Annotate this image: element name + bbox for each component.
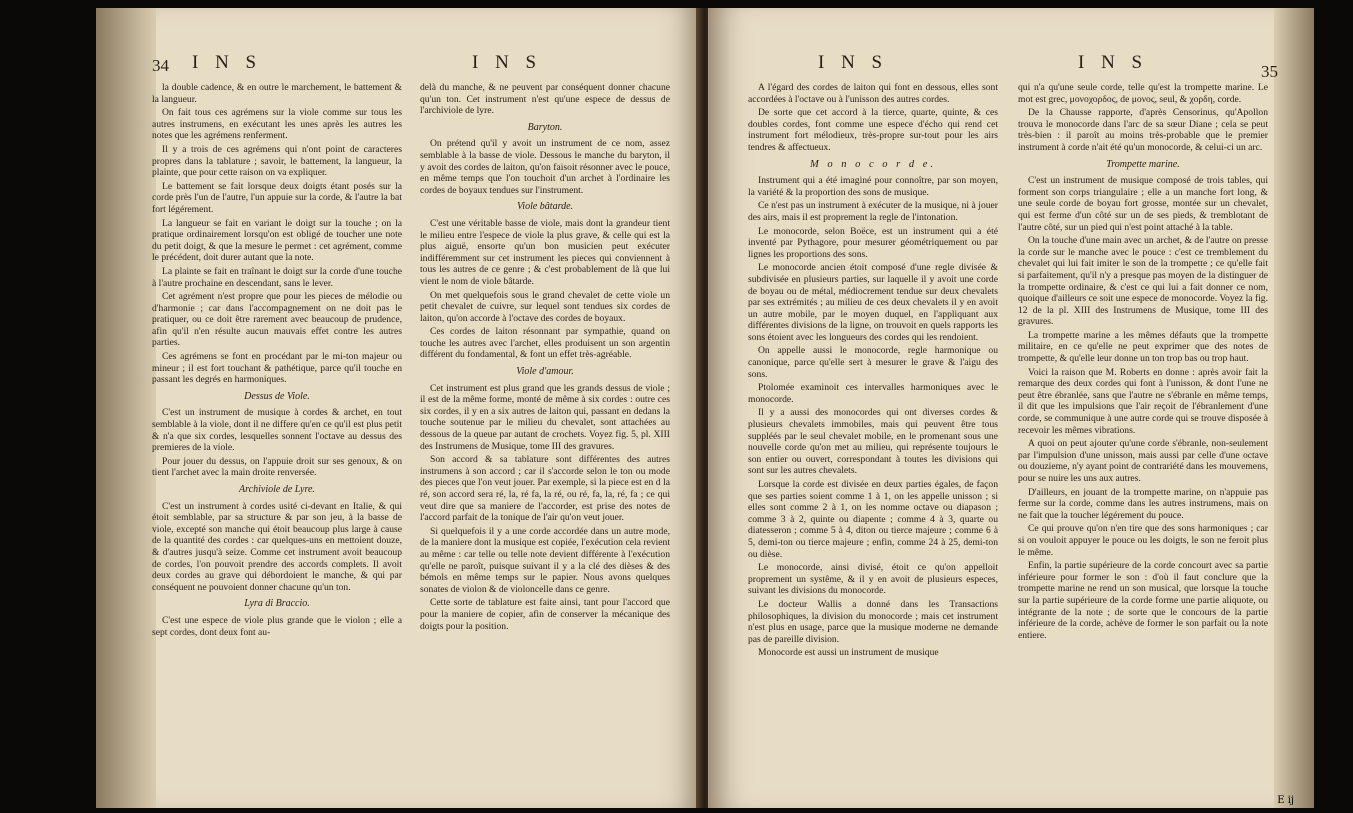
paragraph: Cette sorte de tablature est faite ainsi, tant pour l'accord que pour la maniere de copier, afin de conserver la mécanique des doigts pour la position.	[420, 597, 670, 632]
paragraph: La trompette marine a les mêmes défauts que la trompette militaire, en ce qu'elle ne peut exprimer que des notes de trompette, & qu'elle leur donne un ton trop bas ou trop haut.	[1018, 329, 1268, 365]
running-head: I N S	[192, 52, 263, 73]
paragraph: A quoi on peut ajouter qu'une corde s'ébranle, non-seulement par l'impulsion d'une unisson, mais aussi par celle d'une octave ou douzieme, n'y ayant point de contrariété dans les mouvemens, pour se nuire les uns aux autres.	[1018, 438, 1268, 484]
left-page	[96, 8, 702, 808]
paragraph: Le monocorde, ainsi divisé, étoit ce qu'on appelloit proprement un systême, & il y en avoit de plusieurs especes, suivant les divisions du monocorde.	[748, 562, 998, 597]
paragraph: Il y a aussi des monocordes qui ont diverses cordes & plusieurs chevalets immobiles, mais qui peuvent être tous suppléés par le seul chevalet mobile, en le promenant sous une nouvelle corde qu'on met au milieu, qui représente toujours le son entier ou ouvert, correspondant à toutes les divisions qui sont sur les autres chevalets.	[748, 407, 998, 477]
paragraph: De sorte que cet accord à la tierce, quarte, quinte, & ces doubles cordes, font comme une espece d'écho qui rend cet instrument fort mélodieux, très-propre sur-tout pour les airs tendres & affectueux.	[748, 107, 998, 153]
paragraph: C'est un instrument de musique composé de trois tables, qui forment son corps triangulaire ; elle a un manche fort long, & une seule corde de boyau fort grosse, montée sur un chevalet, qui est ferme d'un côté sur un de ses pieds, & tremblotant de l'autre côté, sur un pied qui n'est point attaché à la table.	[1018, 175, 1268, 233]
paragraph: Cet instrument est plus grand que les grands dessus de viole ; il est de la même forme, monté de même à six cordes : outre ces six cordes, il y en a six autres de laiton qui, passant en dedans la touche soutenue par le milieu du chevalet, sont attachées au dessous de la queue par autant de crochets. Voyez fig. 5, pl. XIII des Instrumens de Musique, tome III des gravures.	[420, 382, 670, 452]
paragraph: Lorsque la corde est divisée en deux parties égales, de façon que ses parties soient comme 1 à 1, on les appelle unisson ; si elles sont comme 2 à 1, on les nomme octave ou diapason ; comme 3 à 2, quinte ou diapente ; comme 4 à 3, quarte ou diatesseron ; comme 5 à 4, diton ou tierce majeure ; comme 6 à 5, demi-ton ou tierce majeure ; enfin, comme 24 à 25, demi-ton ou dièse.	[748, 479, 998, 560]
paragraph: Le monocorde ancien étoit composé d'une regle divisée & subdivisée en plusieurs parties, sur laquelle il y avoit une corde de boyau ou de métal, médiocrement tendue sur deux chevalets par ses extrémités ; au milieu de ces deux chevalets il y en avoit un autre mobile, par le moyen duquel, en l'appliquant aux différentes divisions de la ligne, on trouvoit en quels rapports les sons étoient avec les longueurs des cordes qui les rendoient.	[748, 262, 998, 343]
paragraph: C'est une espece de viole plus grande que le violon ; elle a sept cordes, dont deux font au-	[152, 614, 402, 638]
paragraph: Pour jouer du dessus, on l'appuie droit sur ses genoux, & on tient l'archet avec la main droite renversée.	[152, 455, 402, 479]
paragraph: Ces cordes de laiton résonnant par sympathie, quand on touche les autres avec l'archet, elles produisent un son argentin différent du fondamental, & font un effet très-agréable.	[420, 326, 670, 361]
section-heading: Viole d'amour.	[516, 366, 574, 378]
running-head: I N S	[472, 52, 543, 73]
paragraph: Ces agrémens se font en procédant par le mi-ton majeur ou mineur ; il est fort touchant & pathétique, parce qu'il touche en passant les degrés en harmoniques.	[152, 351, 402, 386]
running-head: I N S	[1078, 52, 1149, 73]
paragraph: Le docteur Wallis a donné dans les Transactions philosophiques, la division du monocorde ; mais cet instrument n'est plus en usage, parce que la musique moderne ne demande pas de pareille division.	[748, 598, 998, 645]
paragraph: Monocorde est aussi un instrument de musique	[758, 647, 939, 659]
paragraph: Instrument qui a été imaginé pour connoître, par son moyen, la variété & la proportion des sons de musique.	[748, 175, 998, 198]
paragraph: De la Chausse rapporte, d'après Censorinus, qu'Apollon trouva le monocorde dans l'arc de sa sœur Diane ; cela se peut très-bien : il paroît au moins très-probable que le premier instrument à corde n'ait été qu'un monocorde, & celui-ci un arc.	[1018, 107, 1268, 153]
left-page-column-1	[152, 82, 402, 640]
paragraph: La plainte se fait en traînant le doigt sur la corde d'une touche à l'autre prochaine en descendant, sans le lever.	[152, 265, 402, 289]
page-number: 34	[152, 56, 169, 75]
section-heading: M o n o c o r d e.	[809, 158, 937, 170]
right-page-column-1	[748, 82, 998, 661]
paragraph: D'ailleurs, en jouant de la trompette marine, on n'appuie pas ferme sur la corde, comme dans les autres instrumens, mais on ne fait que la toucher légérement du pouce.	[1018, 486, 1268, 521]
right-page-column-2	[1018, 82, 1268, 643]
paragraph: C'est un instrument à cordes usité ci-devant en Italie, & qui étoit semblable, par sa structure & par son jeu, à la basse de viole, excepté son manche qui étoit beaucoup plus large à cause de la quantité des cordes : car quelques-uns en mettoient douze, & d'autres jusqu'à seize. Comme cet instrument avoit beaucoup de cordes, l'on pouvoit prendre des accords complets. Il avoit deux cordes au grave qui débordoient le manche, & qui par conséquent ne pouvoient donner chacune qu'un ton.	[152, 500, 402, 593]
paragraph: On la touche d'une main avec un archet, & de l'autre on presse la corde sur le manche avec le pouce : c'est ce tremblement du chevalet qui lui fait imiter le son de la trompette ; ce qu'elle fait si parfaitement, qu'il n'y a presque pas moyen de la distinguer de la trompette ordinaire, & c'est ce qui lui a fait donner ce nom, quoique d'ailleurs ce soit une espece de monocorde. Voyez la fig. 12 de la pl. XIII des Instrumens de Musique, tome III des gravures.	[1018, 235, 1268, 328]
section-heading: Lyra di Braccio.	[244, 598, 310, 610]
paragraph: On met quelquefois sous le grand chevalet de cette viole un petit chevalet de cuivre, sur lequel sont tendues six cordes de laiton, qu'on accorde à l'octave des cordes de boyaux.	[420, 289, 670, 324]
paragraph: la double cadence, & en outre le marchement, le battement & la langueur.	[152, 82, 402, 105]
paragraph: Ce qui prouve qu'on n'en tire que des sons harmoniques ; car si on vouloit appuyer le pouce ou les doigts, le son ne feroit plus le même.	[1018, 523, 1268, 558]
paragraph: C'est une véritable basse de viole, mais dont la grandeur tient le milieu entre l'espece de viole la plus grave, & celle qui est la plus aiguë, ensorte qu'un bon musicien peut exécuter indifféremment sur cet instrument les pieces qui conviennent à tous les autres de ce genre ; & c'est probablement de là que lui vient le nom de viole bâtarde.	[420, 217, 670, 287]
paragraph: Enfin, la partie supérieure de la corde concourt avec sa partie inférieure pour former le son : d'où il faut conclure que la trompette marine ne rend un son musical, que lorsque la touche sur la partie supérieure de la corde forme une partie aliquote, ou intégrante de la note ; de sorte que le concours de la partie inférieure de la corde, achève de former le son parfait ou la note entiere.	[1018, 560, 1268, 641]
section-heading: Baryton.	[527, 121, 563, 133]
left-page-header	[152, 52, 682, 78]
paragraph: On fait tous ces agrémens sur la viole comme sur tous les autres instrumens, en exécutant les unes après les autres les notes que les agrémens renferment.	[152, 107, 402, 142]
paragraph: A l'égard des cordes de laiton qui font en dessous, elles sont accordées à l'octave ou à l'unisson des autres cordes.	[748, 82, 998, 105]
right-page-header	[748, 52, 1278, 81]
paragraph: Ce n'est pas un instrument à exécuter de la musique, ni à jouer des airs, mais il est proprement la regle de l'intonation.	[748, 200, 998, 223]
section-heading: Viole bâtarde.	[516, 201, 574, 213]
paragraph: Si quelquefois il y a une corde accordée dans un autre mode, de la maniere dont la musique est copiée, l'exécution cela revient au même : car telle ou telle note devient différente à l'exécution qu'elle ne paroît, puisque suivant il y a la clé des dièses & des bémols en même temps sur le papier. Nous avons quelques sonates de violon & de violoncelle dans ce genre.	[420, 525, 670, 595]
right-page	[708, 8, 1314, 808]
paragraph: On appelle aussi le monocorde, regle harmonique ou canonique, parce qu'elle sert à mesurer le grave & l'aigu des sons.	[748, 345, 998, 380]
running-head: I N S	[818, 52, 889, 73]
paragraph: delà du manche, & ne peuvent par conséquent donner chacune qu'un ton. Cet instrument n'est qu'une espece de dessus de l'archiviole de lyre.	[420, 82, 670, 117]
section-heading: Archiviole de Lyre.	[239, 484, 315, 495]
book-spread	[96, 8, 1314, 808]
paragraph: Cet agrément n'est propre que pour les pieces de mélodie ou d'harmonie ; car dans l'accompagnement on ne doit pas le pratiquer, ou ce doit être rarement avec beaucoup de prudence, afin qu'il n'en résulte aucun mauvais effet contre les autres parties.	[152, 291, 402, 349]
paragraph: Le battement se fait lorsque deux doigts étant posés sur la corde près l'un de l'autre, l'un appuie sur la corde, & l'autre la bat fort légérement.	[152, 180, 402, 215]
left-page-column-2	[420, 82, 670, 634]
signature-mark: E ij	[1277, 795, 1294, 806]
paragraph: Son accord & sa tablature sont différentes des autres instrumens à son accord ; car il s'accorde selon le ton ou mode des pieces que l'on veut jouer. Par exemple, si la piece est en d la ré, son accord sera ré, la, ré fa, la ré, ou ré, fa, la, ré, fa ; ce qui veut dire que sa maniere de l'accorder, est prise des notes de l'accord parfait de la tonique de l'air qu'on veut jouer.	[420, 454, 670, 524]
paragraph: Voici la raison que M. Roberts en donne : après avoir fait la remarque des deux cordes qui font à l'unisson, & dont l'une ne peut être ébranlée, sans que l'autre ne s'ébranle en même temps, il dit que les impulsions que l'air reçoit de l'ébranlement d'une corde, se communique à une autre corde qui se trouve disposée à recevoir les mêmes vibrations.	[1018, 366, 1268, 436]
paragraph: On prétend qu'il y avoit un instrument de ce nom, assez semblable à la basse de viole. Dessous le manche du baryton, il y avoit des cordes de laiton, qu'on faisoit résonner avec le pouce, en même temps que l'on touchoit d'un archet à l'ordinaire les cordes de boyaux tendues sur l'instrument.	[420, 138, 670, 196]
section-heading: Trompette marine.	[1106, 158, 1180, 170]
paragraph: Il y a trois de ces agrémens qui n'ont point de caracteres propres dans la tablature ; savoir, le battement, la langueur, la plainte, que pour cette raison on va expliquer.	[152, 143, 402, 179]
section-heading: Dessus de Viole.	[244, 390, 310, 402]
paragraph: Le monocorde, selon Boëce, est un instrument qui a été inventé par Pythagore, pour mesurer géométriquement ou par lignes les proportions des sons.	[748, 225, 998, 260]
page-edge	[96, 8, 156, 808]
page-edge	[1274, 8, 1314, 808]
paragraph: qui n'a qu'une seule corde, telle qu'est la trompette marine. Le mot est grec, μονοχορδος, de μονος, seul, & χορδη, corde.	[1018, 82, 1268, 105]
page-number: 35	[1261, 62, 1278, 81]
paragraph: Ptolomée examinoit ces intervalles harmoniques avec le monocorde.	[748, 382, 998, 405]
paragraph: La langueur se fait en variant le doigt sur la touche ; on la pratique ordinairement lorsqu'on est obligé de toucher une note du petit doigt, & que la mesure le permet : cet agrément, comme le précédent, doit durer autant que la note.	[152, 217, 402, 264]
paragraph: C'est un instrument de musique à cordes & archet, en tout semblable à la viole, dont il ne differe qu'en ce qu'il est plus petit & n'a que six cordes, lesquelles sonnent l'octave au dessus des premieres de la viole.	[152, 407, 402, 454]
